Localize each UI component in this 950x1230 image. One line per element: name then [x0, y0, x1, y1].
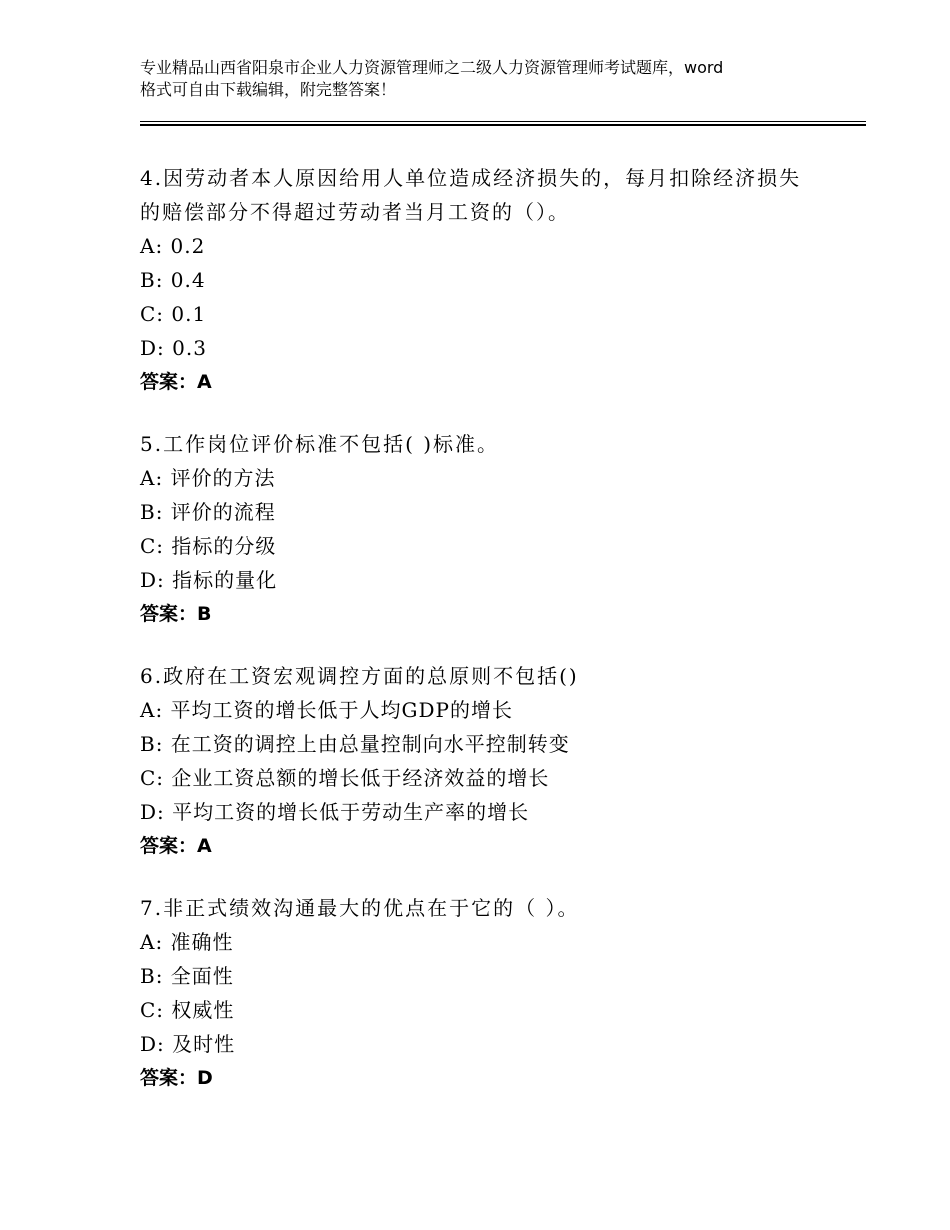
option-letter: B: — [140, 964, 164, 988]
question-stem — [140, 891, 860, 925]
option-c — [140, 993, 860, 1027]
option-letter: A: — [140, 930, 164, 954]
option-letter: A: — [140, 234, 164, 258]
question-7 — [140, 891, 860, 1095]
option-a — [140, 461, 860, 495]
question-5 — [140, 427, 860, 631]
header-line-2: 格式可自由下载编辑，附完整答案！ — [140, 80, 397, 99]
option-letter: C: — [140, 302, 165, 326]
option-a — [140, 229, 860, 263]
answer-value: A — [197, 371, 212, 393]
option-text: 指标的分级 — [171, 534, 277, 558]
option-text: 准确性 — [170, 930, 234, 954]
stem-line-1: 4.因劳动者本人原因给用人单位造成经济损失的，每月扣除经济损失 — [140, 166, 802, 190]
option-text: 0.4 — [170, 268, 206, 292]
option-text: 0.3 — [172, 336, 207, 360]
question-6 — [140, 659, 860, 863]
question-stem — [140, 427, 860, 461]
option-a — [140, 693, 860, 727]
option-text: 评价的方法 — [170, 466, 276, 490]
answer-line — [140, 597, 860, 631]
option-letter: B: — [140, 500, 164, 524]
option-letter: D: — [140, 568, 165, 592]
option-a — [140, 925, 860, 959]
option-letter: B: — [140, 732, 164, 756]
option-letter: D: — [140, 800, 165, 824]
option-text: 全面性 — [170, 964, 234, 988]
option-d — [140, 563, 860, 597]
option-b — [140, 727, 860, 761]
option-c — [140, 761, 860, 795]
answer-label: 答案： — [140, 603, 198, 625]
header-rule-thin — [140, 121, 866, 122]
document-header — [140, 57, 840, 101]
stem-line-2: 的赔偿部分不得超过劳动者当月工资的（）。 — [140, 200, 570, 224]
option-d — [140, 1027, 860, 1061]
answer-value: B — [197, 603, 212, 625]
option-text: 平均工资的增长低于劳动生产率的增长 — [172, 800, 530, 824]
option-b — [140, 263, 860, 297]
option-letter: C: — [140, 998, 165, 1022]
answer-line — [140, 365, 860, 399]
stem-line-1: 7.非正式绩效沟通最大的优点在于它的（ ）。 — [140, 896, 580, 920]
option-text: 0.2 — [170, 234, 206, 258]
question-stem — [140, 659, 860, 693]
answer-value: D — [197, 1067, 213, 1089]
option-text: 在工资的调控上由总量控制向水平控制转变 — [170, 732, 570, 756]
option-text: 企业工资总额的增长低于经济效益的增长 — [171, 766, 550, 790]
option-letter: D: — [140, 1032, 165, 1056]
option-text: 及时性 — [172, 1032, 236, 1056]
header-rule-thick — [140, 124, 866, 126]
option-c — [140, 297, 860, 331]
answer-value: A — [197, 835, 212, 857]
answer-line — [140, 1061, 860, 1095]
question-stem — [140, 161, 860, 229]
answer-label: 答案： — [140, 1067, 198, 1089]
question-4 — [140, 161, 860, 399]
header-line-1: 专业精品山西省阳泉市企业人力资源管理师之二级人力资源管理师考试题库，word — [140, 58, 724, 77]
option-text: 指标的量化 — [172, 568, 278, 592]
option-b — [140, 495, 860, 529]
stem-line-1: 6.政府在工资宏观调控方面的总原则不包括() — [140, 664, 579, 688]
stem-line-1: 5.工作岗位评价标准不包括( )标准。 — [140, 432, 500, 456]
option-d — [140, 795, 860, 829]
option-text: 评价的流程 — [170, 500, 276, 524]
option-text: 平均工资的增长低于人均GDP的增长 — [170, 698, 514, 722]
option-letter: D: — [140, 336, 165, 360]
option-letter: A: — [140, 698, 164, 722]
answer-label: 答案： — [140, 835, 198, 857]
option-letter: B: — [140, 268, 164, 292]
option-text: 0.1 — [171, 302, 207, 326]
option-letter: C: — [140, 766, 165, 790]
option-b — [140, 959, 860, 993]
option-text: 权威性 — [171, 998, 235, 1022]
answer-label: 答案： — [140, 371, 198, 393]
option-letter: C: — [140, 534, 165, 558]
answer-line — [140, 829, 860, 863]
option-c — [140, 529, 860, 563]
option-d — [140, 331, 860, 365]
option-letter: A: — [140, 466, 164, 490]
question-list — [140, 161, 860, 1123]
